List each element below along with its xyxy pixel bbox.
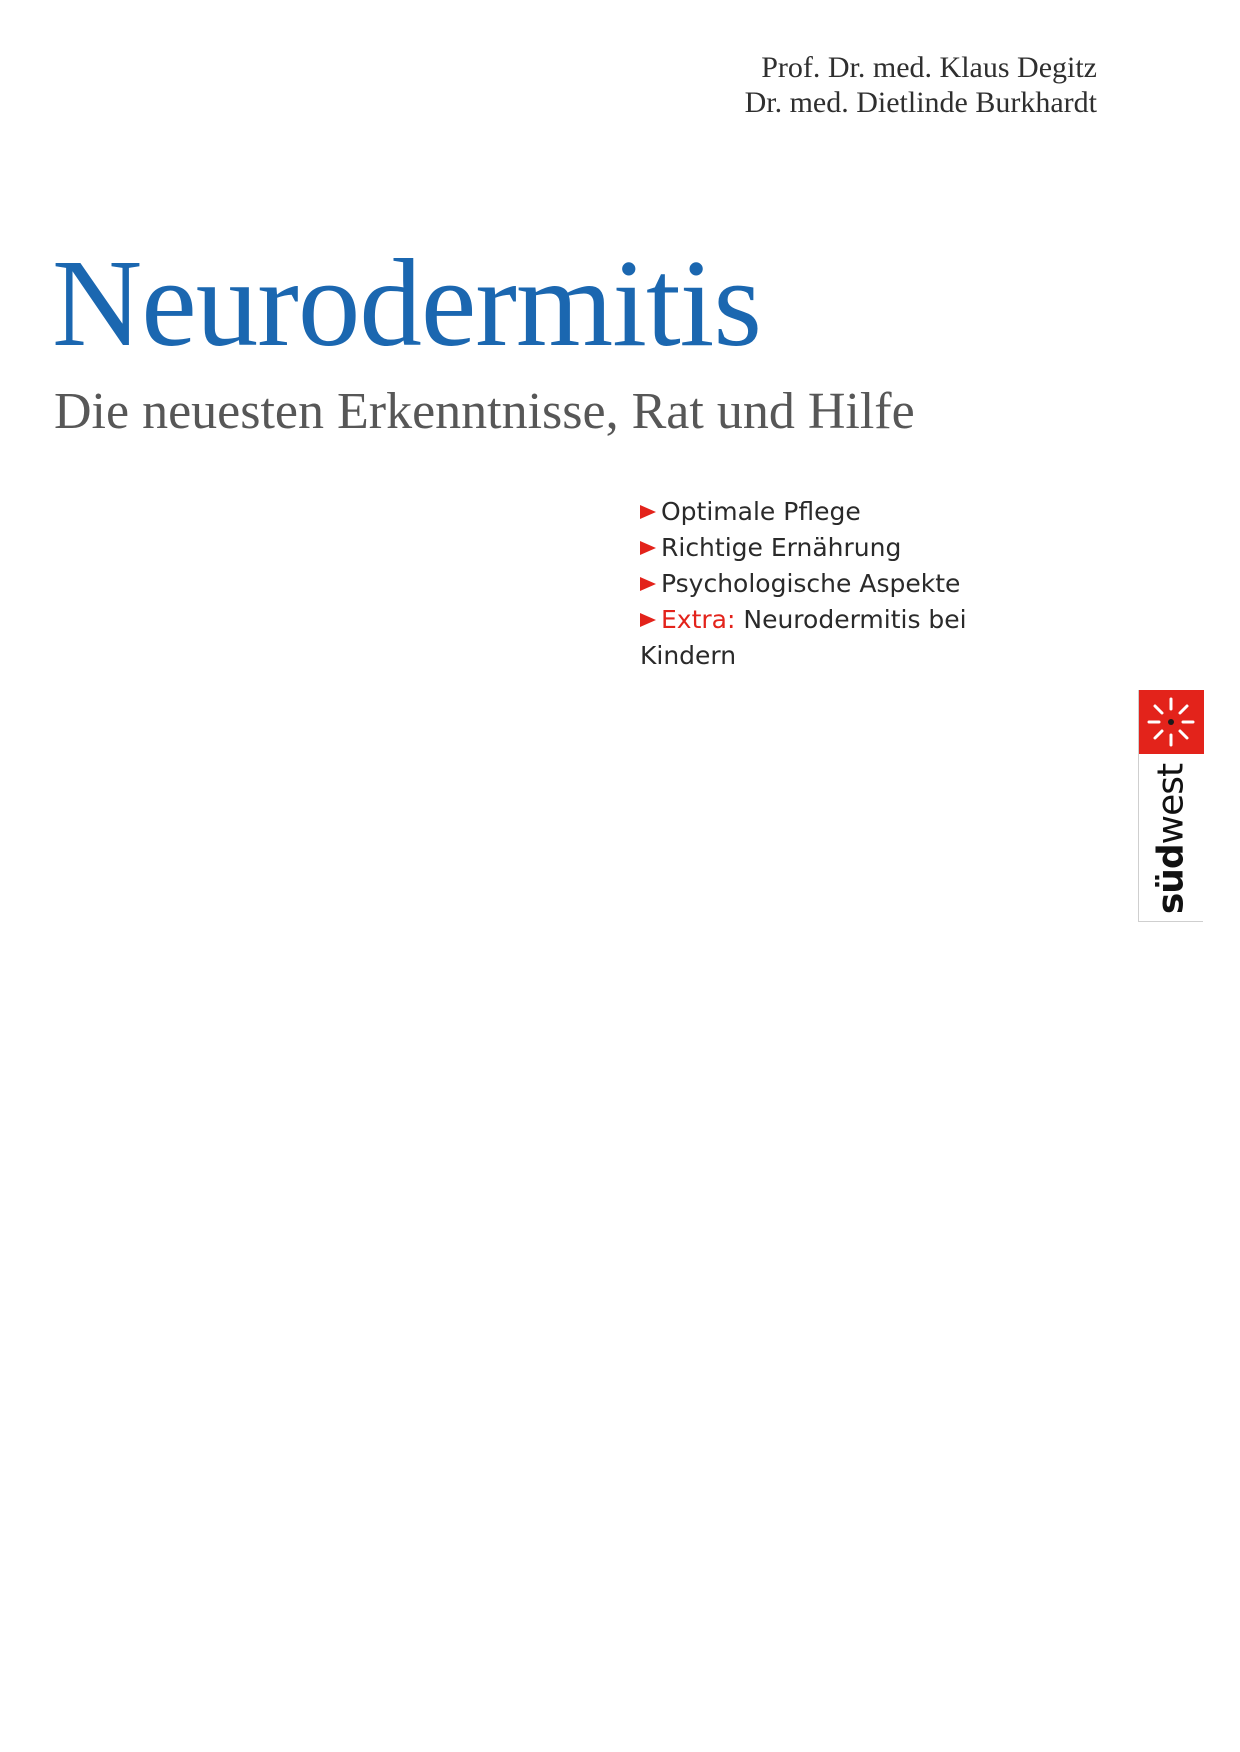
arrow-right-icon <box>640 541 656 555</box>
feature-item <box>640 494 980 530</box>
book-title: Neurodermitis <box>52 235 762 373</box>
feature-item <box>640 602 980 674</box>
author-name: Prof. Dr. med. Klaus Degitz <box>761 51 1097 84</box>
feature-label: Richtige Ernährung <box>661 533 902 562</box>
publisher-name-regular: west <box>1150 763 1192 845</box>
sunburst-graphic <box>1139 690 1204 754</box>
feature-item <box>640 566 980 602</box>
feature-label: Psychologische Aspekte <box>661 569 961 598</box>
book-subtitle: Die neuesten Erkenntnisse, Rat und Hilfe <box>54 383 915 440</box>
feature-extra-prefix: Extra: <box>661 605 736 634</box>
feature-label: Optimale Pflege <box>661 497 861 526</box>
arrow-right-icon <box>640 613 656 627</box>
feature-list <box>640 494 980 674</box>
publisher-logo-block <box>1138 690 1203 922</box>
feature-label: Neurodermitis bei Kindern <box>640 605 967 670</box>
author-list <box>745 50 1097 120</box>
sunburst-icon <box>1139 690 1204 754</box>
author-name: Dr. med. Dietlinde Burkhardt <box>744 86 1097 119</box>
publisher-name-bold: süd <box>1150 844 1192 915</box>
publisher-name <box>1151 764 1192 914</box>
feature-item <box>640 530 980 566</box>
arrow-right-icon <box>640 505 656 519</box>
arrow-right-icon <box>640 577 656 591</box>
